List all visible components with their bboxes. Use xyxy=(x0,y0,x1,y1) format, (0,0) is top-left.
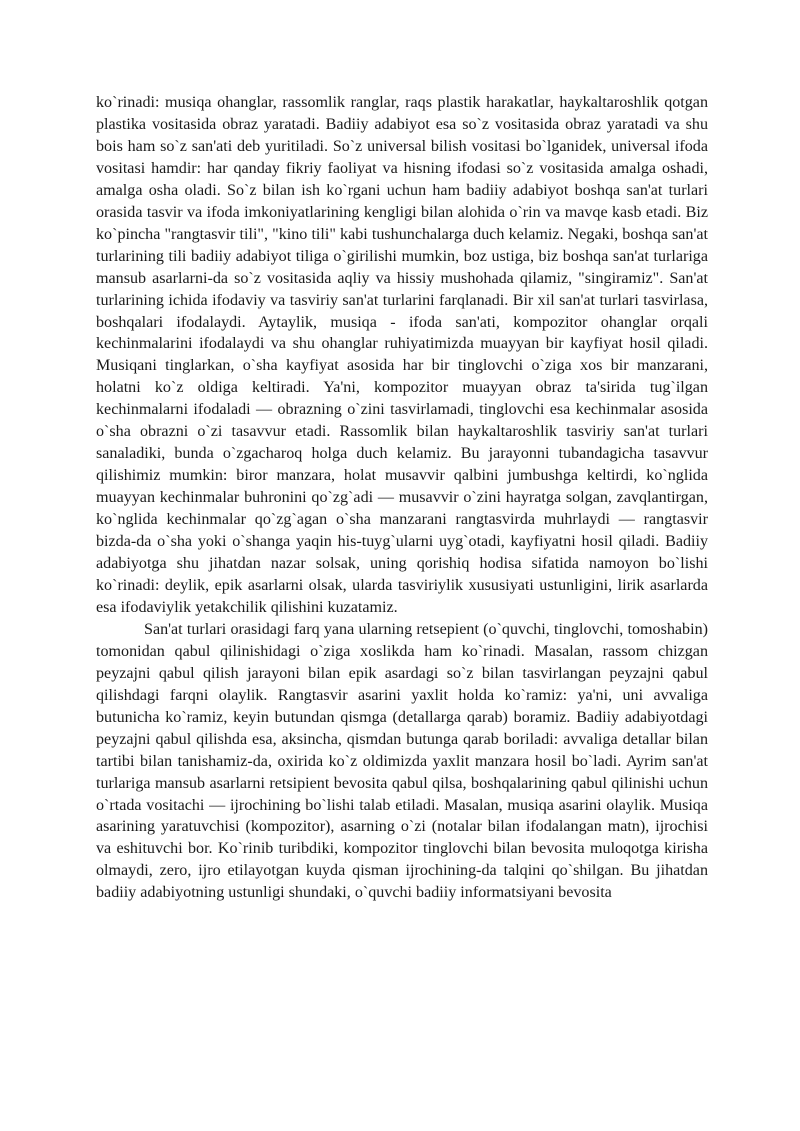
paragraph-1: ko`rinadi: musiqa ohanglar, rassomlik ranglar, raqs plastik harakatlar, haykaltaroshlik qotgan plastika vositasida obraz yaratadi. Badiiy adabiyot esa so`z vositasida obraz yaratadi va shu bois ham so`z san'ati deb yuritiladi. So`z universal bilish vositasi bo`lganidek, universal ifoda vositasi hamdir: har qanday fikriy faoliyat va hisning ifodasi so`z vositasida amalga oshadi, amalga osha oladi. So`z bilan ish ko`rgani uchun ham badiiy adabiyot boshqa san'at turlari orasida tasvir va ifoda imkoniyatlarining kengligi bilan alohida o`rin va mavqe kasb etadi. Biz ko`pincha "rangtasvir tili", "kino tili" kabi tushunchalarga duch kelamiz. Negaki, boshqa san'at turlarining tili badiiy adabiyot tiliga o`girilishi mumkin, boz ustiga, biz boshqa san'at turlariga mansub asarlarni-da so`z vositasida aqliy va hissiy mushohada qilamiz, "singiramiz". San'at turlarining ichida ifodaviy va tasviriy san'at turlarini farqlanadi. Bir xil san'at turlari tasvirlasa, boshqalari ifodalaydi. Aytaylik, musiqa - ifoda san'ati, kompozitor ohanglar orqali kechinmalarini ifodalaydi va shu ohanglar ruhiyatimizda muayyan bir kayfiyat hosil qiladi. Musiqani tinglarkan, o`sha kayfiyat asosida har bir tinglovchi o`ziga xos bir manzarani, holatni ko`z oldiga keltiradi. Ya'ni, kompozitor muayyan obraz ta'sirida tug`ilgan kechinmalarni ifodaladi — obrazning o`zini tasvirlamadi, tinglovchi esa kechinmalar asosida o`sha obrazni o`zi tasavvur etadi. Rassomlik bilan haykaltaroshlik tasviriy san'at turlari sanaladiki, bunda o`zgacharoq holga duch kelamiz. Bu jarayonni tubandagicha tasavvur qilishimiz mumkin: biror manzara, holat musavvir qalbini jumbushga keltirdi, ko`nglida muayyan kechinmalar buhronini qo`zg`adi — musavvir o`zini hayratga solgan, zavqlantirgan, ko`nglida kechinmalar qo`zg`agan o`sha manzarani rangtasvirda muhrlaydi — rangtasvir bizda-da o`sha yoki o`shanga yaqin his-tuyg`ularni uyg`otadi, kayfiyatni hosil qiladi. Badiiy adabiyotga shu jihatdan nazar solsak, uning qorishiq hodisa sifatida namoyon bo`lishi ko`rinadi: deylik, epik asarlarni olsak, ularda tasviriylik xususiyati ustunligini, lirik asarlarda esa ifodaviylik yetakchilik qilishini kuzatamiz. xyxy=(96,94,708,616)
paragraph-2: San'at turlari orasidagi farq yana ularning retsepient (o`quvchi, tinglovchi, tomoshabin) tomonidan qabul qilinishidagi o`ziga xoslikda ham ko`rinadi. Masalan, rassom chizgan peyzajni qabul qilish jarayoni bilan epik asardagi so`z bilan tasvirlangan peyzajni qabul qilishdagi farqni olaylik. Rangtasvir asarini yaxlit holda ko`ramiz: ya'ni, uni avvaliga butunicha ko`ramiz, keyin butundan qismga (detallarga qarab) boramiz. Badiiy adabiyotdagi peyzajni qabul qilishda esa, aksincha, qismdan butunga qarab boriladi: avvaliga detallar bilan tartibi bilan tanishamiz-da, oxirida ko`z oldimizda yaxlit manzara hosil bo`ladi. Ayrim san'at turlariga mansub asarlarni retsipient bevosita qabul qilsa, boshqalarining qabul qilinishi uchun o`rtada vositachi — ijrochining bo`lishi talab etiladi. Masalan, musiqa asarini olaylik. Musiqa asarining yaratuvchisi (kompozitor), asarning o`zi (notalar bilan ifodalangan matn), ijrochisi va eshituvchi bor. Ko`rinib turibdiki, kompozitor tinglovchi bilan bevosita muloqotga kirisha olmaydi, zero, ijro etilayotgan kuyda qisman ijrochining-da talqini qo`shilgan. Bu jihatdan badiiy adabiyotning ustunligi shundaki, o`quvchi badiiy informatsiyani bevosita xyxy=(96,620,708,902)
document-page xyxy=(96,92,708,904)
